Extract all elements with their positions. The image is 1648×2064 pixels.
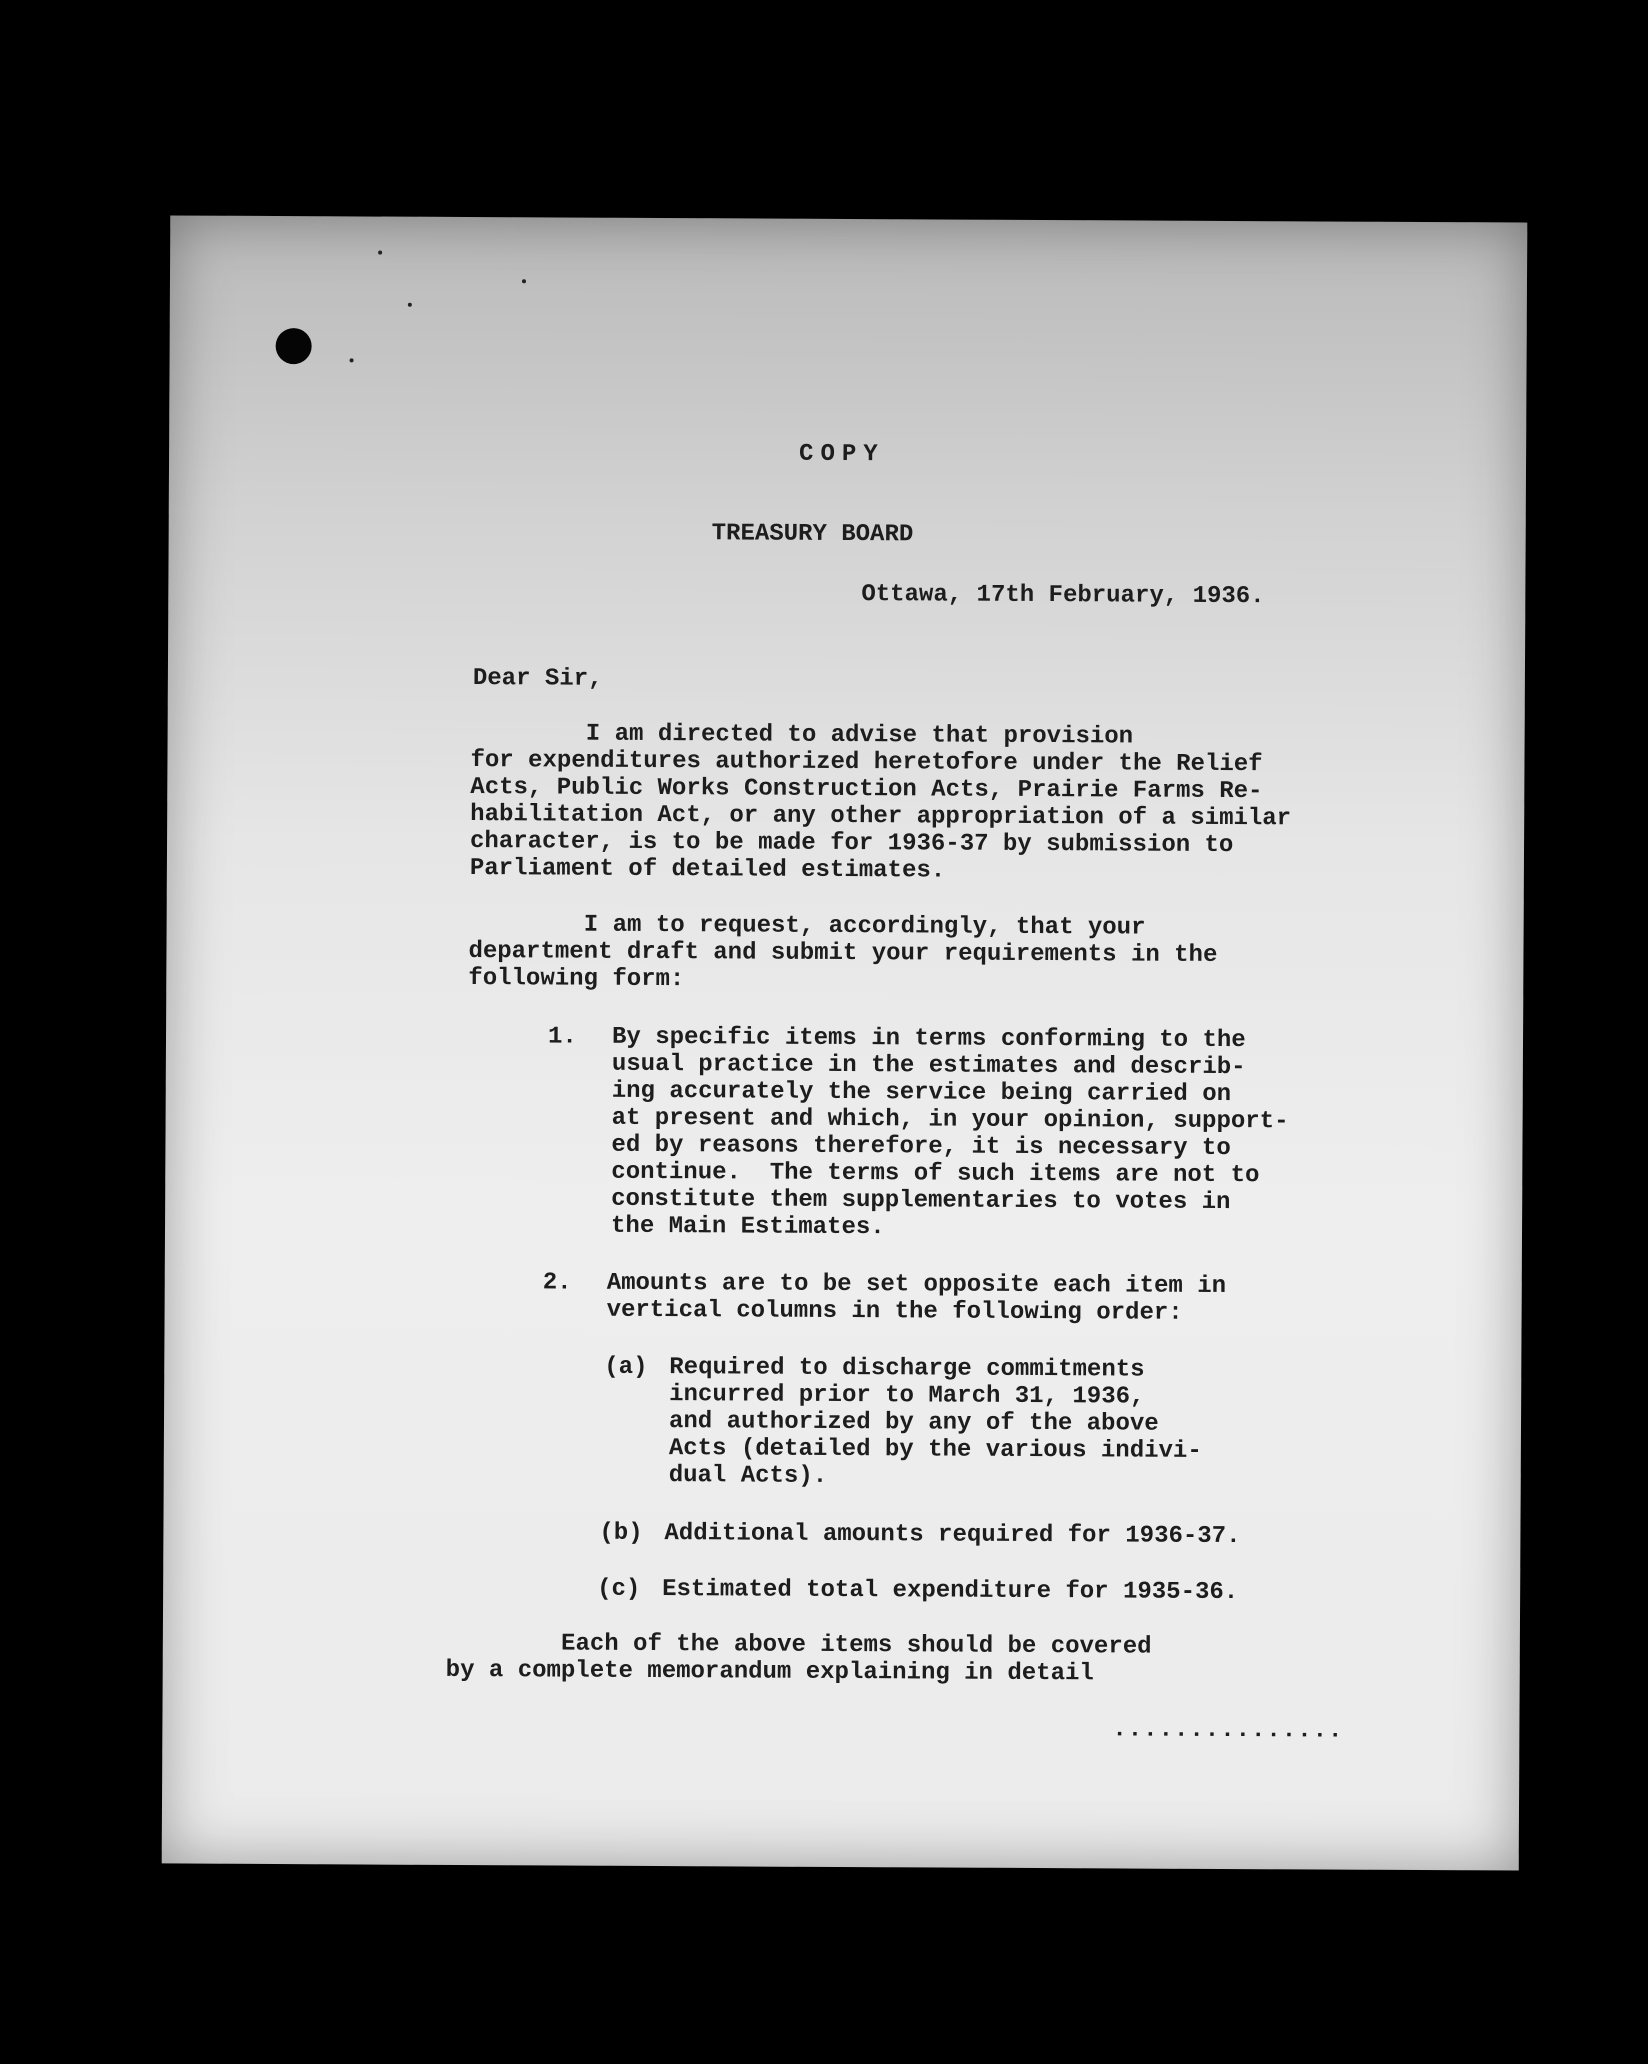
list-line: constitute them supplementaries to votes in — [611, 1185, 1231, 1217]
paragraph-line: I am directed to advise that provision — [470, 720, 1134, 751]
list-line: the Main Estimates. — [610, 1212, 885, 1242]
paragraph-line: character, is to be made for 1936-37 by submission to — [469, 828, 1234, 860]
copy-heading: COPY — [799, 440, 885, 469]
list-line: Amounts are to be set opposite each item in — [606, 1269, 1227, 1301]
list-number: 1. — [547, 1023, 577, 1051]
salutation: Dear Sir, — [472, 665, 603, 693]
paragraph-line: Acts, Public Works Construction Acts, Prairie Farms Re- — [470, 774, 1263, 806]
sub-item-label: (c) — [597, 1575, 641, 1603]
list-line: ed by reasons therefore, it is necessary to — [611, 1131, 1231, 1163]
paragraph-line: Each of the above items should be covered — [445, 1629, 1152, 1661]
punch-hole — [276, 328, 312, 364]
continuation-dots: ............... — [1112, 1716, 1344, 1745]
paragraph-line: for expenditures authorized heretofore under the Relief — [470, 747, 1263, 779]
sub-item-line: Acts (detailed by the various indivi- — [668, 1435, 1202, 1465]
place-date: Ottawa, 17th February, 1936. — [861, 581, 1265, 611]
paragraph-line: I am to request, accordingly, that your — [468, 911, 1146, 942]
sub-item-label: (b) — [599, 1519, 643, 1547]
sub-item-line: Additional amounts required for 1936-37. — [664, 1520, 1241, 1551]
speck — [350, 358, 354, 362]
sub-item-line: Required to discharge commitments — [669, 1354, 1145, 1384]
paragraph-line: by a complete memorandum explaining in detail — [445, 1656, 1094, 1688]
sub-item-line: Estimated total expenditure for 1935-36. — [662, 1576, 1239, 1607]
letter-page — [162, 215, 1528, 1870]
paragraph-line: habilitation Act, or any other appropriation of a similar — [470, 801, 1292, 833]
list-line: By specific items in terms conforming to the — [611, 1023, 1246, 1055]
paragraph-line: following form: — [468, 965, 685, 994]
speck — [408, 303, 412, 307]
list-line: at present and which, in your opinion, support- — [611, 1104, 1289, 1136]
list-line: usual practice in the estimates and describ- — [611, 1050, 1246, 1082]
list-line: vertical columns in the following order: — [606, 1296, 1183, 1327]
sub-item-label: (a) — [604, 1353, 648, 1381]
list-line: continue. The terms of such items are not to — [611, 1158, 1260, 1190]
speck — [522, 279, 526, 283]
issuer-heading: TREASURY BOARD — [711, 520, 914, 549]
sub-item-line: and authorized by any of the above — [668, 1408, 1159, 1438]
speck — [378, 251, 382, 255]
paragraph-line: department draft and submit your requirements in the — [468, 938, 1218, 969]
sub-item-line: dual Acts). — [668, 1462, 828, 1490]
list-number: 2. — [542, 1269, 572, 1297]
list-line: ing accurately the service being carried on — [611, 1077, 1232, 1109]
sub-item-line: incurred prior to March 31, 1936, — [669, 1381, 1145, 1411]
paragraph-line: Parliament of detailed estimates. — [469, 855, 946, 885]
